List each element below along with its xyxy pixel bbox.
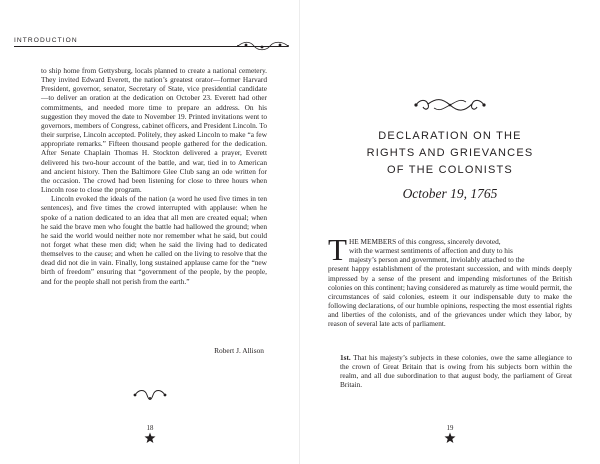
paragraph: to ship home from Gettysburg, locals planned to create a national cemetery. They invited Edward Everett, the nation’s greatest orator—former Harvard President, governor, senator, Secretary of State, vice presidential candidate—to deliver an oration at the dedication on October 23. Everett had other commitments, and needed more time to prepare an address. On his suggestion they moved the date to November 19. Printed invitations went to governors, members of Congress, cabinet officers, and President Lincoln. To their surprise, Lincoln accepted. Politely, they asked Lincoln to make “a few appropriate remarks.” Fifteen thousand people gathered for the dedication. After Senate Chaplain Thomas H. Stockton delivered a prayer, Everett delivered his two-hour account of the battle, and war, tied in to American and ancient history. Then the Baltimore Glee Club sang an ode written for the occasion. The crowd had been listening for close to three hours when Lincoln rose to close the program.: [41, 66, 267, 195]
lead-rest: of this congress, sincerely devoted,: [396, 237, 501, 246]
title-line: OF THE COLONISTS: [387, 164, 513, 176]
title-flourish-ornament-icon: [412, 96, 488, 114]
drop-cap: T: [328, 232, 347, 267]
indented-line: majesty’s person and government, inviolably attached to the: [349, 255, 525, 265]
page-number: 18: [146, 425, 154, 432]
header-scroll-ornament-icon: [236, 41, 290, 51]
indented-line: with the warmest sentiments of affection and duty to his: [349, 246, 513, 256]
right-page: [300, 0, 600, 464]
running-head: INTRODUCTION: [14, 37, 78, 44]
title-line: RIGHTS AND GRIEVANCES: [366, 147, 534, 159]
author-signature: Robert J. Allison: [214, 346, 264, 355]
article-number: 1st.: [340, 353, 351, 362]
lead-line: [328, 237, 572, 246]
article-1: [340, 353, 572, 390]
star-icon: [444, 432, 456, 444]
body-text: [41, 66, 267, 286]
star-icon: [144, 432, 156, 444]
section-end-ornament-icon: [132, 388, 168, 402]
document-date: October 19, 1765: [402, 186, 498, 201]
title-line: DECLARATION ON THE: [378, 130, 522, 142]
paragraph: Lincoln evoked the ideals of the nation (a word he used five times in ten sentences), and five times the crowd interrupted with applause: when he spoke of a nation dedicated to an idea that all men are created equal; when he said the brave men who fought the battle had hallowed the ground; when he said the world would neither note nor remember what he said, but could not forget what these men did; when he said the living had to dedicated themselves to the cause; and when he called on the living to resolve that the dead did not die in vain. Finally, long sustained applause came for the “new birth of freedom” ensuring that “government of the people, by the people, and for the people shall not perish from the earth.”: [41, 194, 267, 286]
article-text: That his majesty’s subjects in these colonies, owe the same allegiance to the crown of Great Britain that is owing from his subjects born within the realm, and all due subordination to that august body, the parliament of Great Britain.: [340, 353, 572, 390]
paragraph: present happy establishment of the protestant succession, and with minds deeply impressed by a sense of the present and impending misfortunes of the British colonies on this continent; having considered as maturely as time would permit, the circumstances of said colonies, esteem it our indispensable duty to make the following declarations, of our humble opinions, respecting the most essential rights and liberties of the colonists, and of the grievances under which they labor, by reason of several late acts of parliament.: [328, 264, 572, 329]
declaration-body: [328, 232, 572, 329]
lead-small-caps: HE MEMBERS: [349, 237, 397, 246]
document-title: [330, 128, 570, 179]
page-number: 19: [446, 425, 454, 432]
